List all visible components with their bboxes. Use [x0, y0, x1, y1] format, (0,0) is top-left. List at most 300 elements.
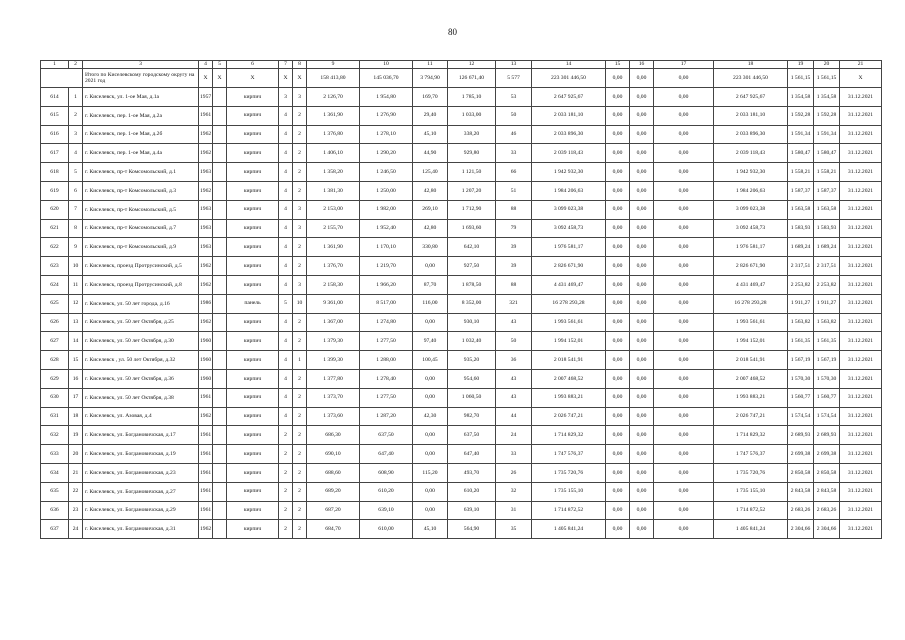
cell-e: 2	[293, 238, 307, 257]
cell-e: 2	[293, 144, 307, 163]
column-number: 16	[630, 61, 654, 69]
cell-c3: 0,00	[630, 257, 654, 276]
cell-y: 1961	[199, 388, 213, 407]
cell-u2: 1 574,54	[814, 407, 840, 426]
cell-i: 19	[69, 426, 83, 445]
cell-u2: 1 592,28	[814, 106, 840, 125]
cell-a: г. Киселевск, ул. Богдановичская, д.29	[83, 501, 199, 520]
cell-f: 4	[279, 388, 293, 407]
cell-c2: 0,00	[606, 219, 630, 238]
cell-s2: 1 278,10	[360, 125, 413, 144]
cell-c3: 0,00	[630, 332, 654, 351]
cell-n: 615	[41, 106, 69, 125]
cell-s4: 637,50	[448, 426, 496, 445]
table-row	[41, 501, 882, 520]
table-row	[41, 369, 882, 388]
cell-c: 2 826 671,90	[532, 257, 606, 276]
cell-u: 1 354,58	[788, 88, 814, 107]
cell-s3: 0,00	[413, 482, 448, 501]
cell-c: 1 735 155,10	[532, 482, 606, 501]
table-row	[41, 238, 882, 257]
cell-u: 1 583,93	[788, 219, 814, 238]
cell-s2: 610,00	[360, 520, 413, 539]
cell-c3: 0,00	[630, 294, 654, 313]
cell-d: 31.12.2021	[840, 501, 882, 520]
cell-p: 46	[496, 125, 532, 144]
cell-s4: 1 207,20	[448, 181, 496, 200]
cell-i: 22	[69, 482, 83, 501]
cell-n: 622	[41, 238, 69, 257]
cell-c3: 0,00	[630, 144, 654, 163]
cell-c4: 0,00	[654, 520, 714, 539]
cell-c2: 0,00	[606, 294, 630, 313]
table-row	[41, 313, 882, 332]
cell-c4: 0,00	[654, 313, 714, 332]
cell-s4: 564,90	[448, 520, 496, 539]
cell-empty	[213, 445, 227, 464]
cell-c4: 0,00	[654, 501, 714, 520]
cell-p: 31	[496, 501, 532, 520]
cell-n: 624	[41, 275, 69, 294]
cell-p: 321	[496, 294, 532, 313]
cell-e: 2	[293, 501, 307, 520]
cell-empty	[213, 238, 227, 257]
housing-register-table	[40, 60, 882, 539]
cell-u2: 1 567,19	[814, 351, 840, 370]
cell-i: 15	[69, 351, 83, 370]
cell-i: 18	[69, 407, 83, 426]
cell-c: 2 033 181,10	[532, 106, 606, 125]
cell-empty	[213, 88, 227, 107]
cell-d: 31.12.2021	[840, 407, 882, 426]
cell-s: 2 153,00	[307, 200, 360, 219]
cell-s: 684,70	[307, 520, 360, 539]
cell-d: 31.12.2021	[840, 294, 882, 313]
cell-empty	[213, 200, 227, 219]
cell-s3: 269,10	[413, 200, 448, 219]
total-cell: X	[199, 69, 213, 88]
cell-c5: 2 026 747,21	[714, 407, 788, 426]
cell-s4: 1 712,90	[448, 200, 496, 219]
cell-s2: 1 290,20	[360, 144, 413, 163]
cell-f: 4	[279, 369, 293, 388]
cell-s2: 1 982,00	[360, 200, 413, 219]
cell-c: 2 018 541,91	[532, 351, 606, 370]
cell-e: 2	[293, 163, 307, 182]
cell-a: г. Киселевск, пр-т Комсомольский, д.1	[83, 163, 199, 182]
cell-y: 1986	[199, 294, 213, 313]
cell-empty	[213, 463, 227, 482]
cell-c5: 1 994 152,01	[714, 332, 788, 351]
cell-y: 1963	[199, 238, 213, 257]
cell-y: 1961	[199, 501, 213, 520]
cell-c4: 0,00	[654, 275, 714, 294]
cell-p: 43	[496, 369, 532, 388]
total-cell: 158 413,80	[307, 69, 360, 88]
cell-m: кирпич	[227, 501, 279, 520]
cell-d: 31.12.2021	[840, 257, 882, 276]
cell-s: 1 373,70	[307, 388, 360, 407]
cell-n: 626	[41, 313, 69, 332]
cell-empty	[213, 426, 227, 445]
cell-c4: 0,00	[654, 294, 714, 313]
cell-m: панель	[227, 294, 279, 313]
cell-f: 4	[279, 313, 293, 332]
column-number: 13	[496, 61, 532, 69]
cell-u: 1 587,37	[788, 181, 814, 200]
cell-a: г. Киселевск, ул. 1-ое Мая, д.1а	[83, 88, 199, 107]
cell-f: 4	[279, 275, 293, 294]
cell-empty	[213, 482, 227, 501]
table-row	[41, 445, 882, 464]
cell-c: 2 039 118,43	[532, 144, 606, 163]
cell-s: 1 373,60	[307, 407, 360, 426]
cell-c: 1 984 206,63	[532, 181, 606, 200]
column-number: 19	[788, 61, 814, 69]
cell-n: 614	[41, 88, 69, 107]
cell-s3: 116,00	[413, 294, 448, 313]
cell-c3: 0,00	[630, 163, 654, 182]
cell-s3: 42,80	[413, 181, 448, 200]
cell-empty	[213, 219, 227, 238]
cell-s4: 1 033,00	[448, 106, 496, 125]
table-row	[41, 332, 882, 351]
cell-f: 5	[279, 294, 293, 313]
cell-c4: 0,00	[654, 407, 714, 426]
cell-c5: 3 092 458,73	[714, 219, 788, 238]
cell-c2: 0,00	[606, 369, 630, 388]
cell-f: 2	[279, 520, 293, 539]
cell-n: 623	[41, 257, 69, 276]
cell-d: 31.12.2021	[840, 219, 882, 238]
cell-u: 1 580,47	[788, 144, 814, 163]
cell-s2: 1 952,40	[360, 219, 413, 238]
cell-i: 13	[69, 313, 83, 332]
cell-c4: 0,00	[654, 219, 714, 238]
cell-y: 1962	[199, 313, 213, 332]
table-row	[41, 520, 882, 539]
cell-m: кирпич	[227, 257, 279, 276]
cell-p: 36	[496, 351, 532, 370]
cell-c2: 0,00	[606, 163, 630, 182]
cell-empty	[213, 294, 227, 313]
cell-c5: 16 278 293,28	[714, 294, 788, 313]
cell-c5: 2 007 468,52	[714, 369, 788, 388]
cell-n: 635	[41, 482, 69, 501]
cell-i: 10	[69, 257, 83, 276]
cell-y: 1962	[199, 257, 213, 276]
cell-c5: 1 735 155,10	[714, 482, 788, 501]
cell-y: 1960	[199, 332, 213, 351]
cell-s4: 647,40	[448, 445, 496, 464]
cell-s3: 169,70	[413, 88, 448, 107]
total-cell: 126 671,40	[448, 69, 496, 88]
column-number-row	[41, 61, 882, 69]
cell-c2: 0,00	[606, 445, 630, 464]
cell-c2: 0,00	[606, 88, 630, 107]
cell-m: кирпич	[227, 106, 279, 125]
cell-u: 2 689,93	[788, 426, 814, 445]
cell-c: 2 007 468,52	[532, 369, 606, 388]
cell-s2: 647,40	[360, 445, 413, 464]
cell-e: 2	[293, 388, 307, 407]
total-cell: X	[279, 69, 293, 88]
cell-d: 31.12.2021	[840, 125, 882, 144]
cell-s4: 982,70	[448, 407, 496, 426]
cell-u2: 1 561,35	[814, 332, 840, 351]
cell-u2: 2 317,51	[814, 257, 840, 276]
cell-c2: 0,00	[606, 388, 630, 407]
cell-c4: 0,00	[654, 445, 714, 464]
cell-c2: 0,00	[606, 125, 630, 144]
cell-e: 3	[293, 275, 307, 294]
cell-c2: 0,00	[606, 407, 630, 426]
column-number: 7	[279, 61, 293, 69]
cell-u: 2 253,82	[788, 275, 814, 294]
cell-u2: 1 354,58	[814, 88, 840, 107]
cell-c5: 1 993 883,21	[714, 388, 788, 407]
cell-f: 4	[279, 144, 293, 163]
cell-c3: 0,00	[630, 219, 654, 238]
cell-f: 4	[279, 332, 293, 351]
cell-e: 3	[293, 88, 307, 107]
cell-empty	[213, 388, 227, 407]
cell-s4: 1 693,60	[448, 219, 496, 238]
cell-s3: 115,20	[413, 463, 448, 482]
cell-s2: 610,20	[360, 482, 413, 501]
cell-c5: 2 647 925,67	[714, 88, 788, 107]
cell-u2: 2 253,82	[814, 275, 840, 294]
cell-c3: 0,00	[630, 520, 654, 539]
cell-s3: 97,40	[413, 332, 448, 351]
cell-a: г. Киселевск, пр-т Комсомольский, д.3	[83, 181, 199, 200]
cell-d: 31.12.2021	[840, 144, 882, 163]
column-number: 18	[714, 61, 788, 69]
cell-empty	[213, 351, 227, 370]
cell-u2: 1 689,24	[814, 238, 840, 257]
cell-c: 1 942 932,30	[532, 163, 606, 182]
cell-s: 1 381,30	[307, 181, 360, 200]
cell-m: кирпич	[227, 482, 279, 501]
cell-d: 31.12.2021	[840, 520, 882, 539]
cell-e: 3	[293, 200, 307, 219]
cell-u2: 2 689,93	[814, 426, 840, 445]
cell-s: 1 379,30	[307, 332, 360, 351]
cell-s: 1 406,10	[307, 144, 360, 163]
cell-f: 2	[279, 426, 293, 445]
cell-e: 2	[293, 125, 307, 144]
column-number: 8	[293, 61, 307, 69]
cell-s: 2 126,70	[307, 88, 360, 107]
cell-a: г. Киселевск, пр-т Комсомольский, д.9	[83, 238, 199, 257]
table-row	[41, 388, 882, 407]
total-cell: 223 301 446,50	[532, 69, 606, 88]
cell-s2: 1 288,00	[360, 351, 413, 370]
cell-s3: 0,00	[413, 257, 448, 276]
cell-c4: 0,00	[654, 106, 714, 125]
cell-m: кирпич	[227, 144, 279, 163]
cell-m: кирпич	[227, 88, 279, 107]
total-blank	[41, 69, 83, 88]
column-number: 10	[360, 61, 413, 69]
cell-u: 1 567,19	[788, 351, 814, 370]
cell-u: 1 558,21	[788, 163, 814, 182]
total-cell: 0,00	[630, 69, 654, 88]
cell-f: 4	[279, 351, 293, 370]
cell-s2: 1 277,50	[360, 332, 413, 351]
cell-m: кирпич	[227, 388, 279, 407]
cell-c: 3 099 023,38	[532, 200, 606, 219]
total-label: Итого по Киселевскому городскому округу на 2021 год	[83, 69, 199, 88]
cell-c3: 0,00	[630, 88, 654, 107]
cell-s2: 639,10	[360, 501, 413, 520]
table-row	[41, 426, 882, 445]
cell-c: 1 405 841,24	[532, 520, 606, 539]
cell-u: 1 689,24	[788, 238, 814, 257]
cell-y: 1960	[199, 369, 213, 388]
cell-m: кирпич	[227, 219, 279, 238]
total-cell: 223 301 446,50	[714, 69, 788, 88]
cell-f: 2	[279, 482, 293, 501]
cell-i: 21	[69, 463, 83, 482]
cell-a: г. Киселевск, пер. 1-ое Мая, д.2б	[83, 125, 199, 144]
table-row	[41, 219, 882, 238]
cell-u: 2 683,26	[788, 501, 814, 520]
cell-i: 6	[69, 181, 83, 200]
cell-s: 9 361,00	[307, 294, 360, 313]
cell-u2: 1 591,34	[814, 125, 840, 144]
cell-y: 1962	[199, 275, 213, 294]
cell-u: 2 317,51	[788, 257, 814, 276]
cell-u2: 1 563,82	[814, 313, 840, 332]
cell-p: 32	[496, 482, 532, 501]
table-row	[41, 88, 882, 107]
cell-empty	[213, 106, 227, 125]
cell-c2: 0,00	[606, 501, 630, 520]
total-cell: 0,00	[654, 69, 714, 88]
cell-u2: 1 558,21	[814, 163, 840, 182]
cell-p: 43	[496, 388, 532, 407]
cell-u2: 2 699,38	[814, 445, 840, 464]
cell-s: 1 399,30	[307, 351, 360, 370]
cell-s: 1 377,80	[307, 369, 360, 388]
cell-a: г. Киселевск, ул. 50 лет Октября, д.38	[83, 388, 199, 407]
cell-s4: 1 060,50	[448, 388, 496, 407]
cell-n: 628	[41, 351, 69, 370]
cell-s: 689,20	[307, 482, 360, 501]
cell-s4: 8 352,00	[448, 294, 496, 313]
cell-f: 4	[279, 238, 293, 257]
total-cell: 5 577	[496, 69, 532, 88]
cell-s: 1 361,90	[307, 238, 360, 257]
cell-c4: 0,00	[654, 463, 714, 482]
cell-c3: 0,00	[630, 369, 654, 388]
cell-e: 2	[293, 106, 307, 125]
cell-i: 1	[69, 88, 83, 107]
cell-c5: 1 405 841,24	[714, 520, 788, 539]
cell-s4: 1 032,40	[448, 332, 496, 351]
cell-s: 1 376,80	[307, 125, 360, 144]
cell-u2: 2 843,58	[814, 482, 840, 501]
cell-p: 33	[496, 144, 532, 163]
cell-u2: 1 570,30	[814, 369, 840, 388]
cell-p: 44	[496, 407, 532, 426]
cell-empty	[213, 313, 227, 332]
total-cell: 1 561,15	[788, 69, 814, 88]
cell-y: 1963	[199, 219, 213, 238]
cell-p: 50	[496, 332, 532, 351]
cell-u: 1 563,82	[788, 313, 814, 332]
cell-a: г. Киселевск, пер. 1-ое Мая, д.2а	[83, 106, 199, 125]
cell-c4: 0,00	[654, 369, 714, 388]
cell-e: 2	[293, 369, 307, 388]
cell-a: г. Киселевск, пр-т Комсомольский, д.5	[83, 200, 199, 219]
table-row	[41, 482, 882, 501]
cell-s2: 1 246,50	[360, 163, 413, 182]
cell-u2: 1 560,77	[814, 388, 840, 407]
cell-u: 2 699,38	[788, 445, 814, 464]
cell-p: 35	[496, 520, 532, 539]
table-row	[41, 275, 882, 294]
cell-c3: 0,00	[630, 501, 654, 520]
cell-c5: 1 747 576,37	[714, 445, 788, 464]
cell-s4: 610,20	[448, 482, 496, 501]
table-row	[41, 181, 882, 200]
cell-d: 31.12.2021	[840, 445, 882, 464]
cell-u: 1 561,35	[788, 332, 814, 351]
cell-a: г. Киселевск, проезд Протрусинский, д.8	[83, 275, 199, 294]
cell-c3: 0,00	[630, 200, 654, 219]
cell-e: 1	[293, 351, 307, 370]
cell-u2: 2 850,58	[814, 463, 840, 482]
cell-s2: 1 278,40	[360, 369, 413, 388]
cell-e: 2	[293, 257, 307, 276]
cell-c: 1 714 872,52	[532, 501, 606, 520]
total-cell: 0,00	[606, 69, 630, 88]
cell-d: 31.12.2021	[840, 200, 882, 219]
cell-p: 24	[496, 426, 532, 445]
cell-m: кирпич	[227, 200, 279, 219]
cell-u: 1 560,77	[788, 388, 814, 407]
cell-d: 31.12.2021	[840, 106, 882, 125]
table-row	[41, 144, 882, 163]
cell-c3: 0,00	[630, 482, 654, 501]
cell-d: 31.12.2021	[840, 351, 882, 370]
column-number: 1	[41, 61, 69, 69]
cell-c5: 1 976 581,17	[714, 238, 788, 257]
cell-d: 31.12.2021	[840, 482, 882, 501]
cell-d: 31.12.2021	[840, 426, 882, 445]
cell-u: 1 592,28	[788, 106, 814, 125]
cell-u: 2 843,58	[788, 482, 814, 501]
cell-y: 1962	[199, 407, 213, 426]
cell-c: 16 278 293,28	[532, 294, 606, 313]
cell-f: 2	[279, 445, 293, 464]
cell-i: 8	[69, 219, 83, 238]
cell-e: 10	[293, 294, 307, 313]
cell-c: 2 033 896,30	[532, 125, 606, 144]
table-row	[41, 106, 882, 125]
cell-c2: 0,00	[606, 275, 630, 294]
cell-c2: 0,00	[606, 482, 630, 501]
cell-m: кирпич	[227, 181, 279, 200]
cell-d: 31.12.2021	[840, 181, 882, 200]
cell-e: 2	[293, 407, 307, 426]
cell-p: 39	[496, 257, 532, 276]
cell-a: г. Киселевск, ул. Богдановичская, д.23	[83, 463, 199, 482]
cell-i: 20	[69, 445, 83, 464]
cell-p: 66	[496, 163, 532, 182]
